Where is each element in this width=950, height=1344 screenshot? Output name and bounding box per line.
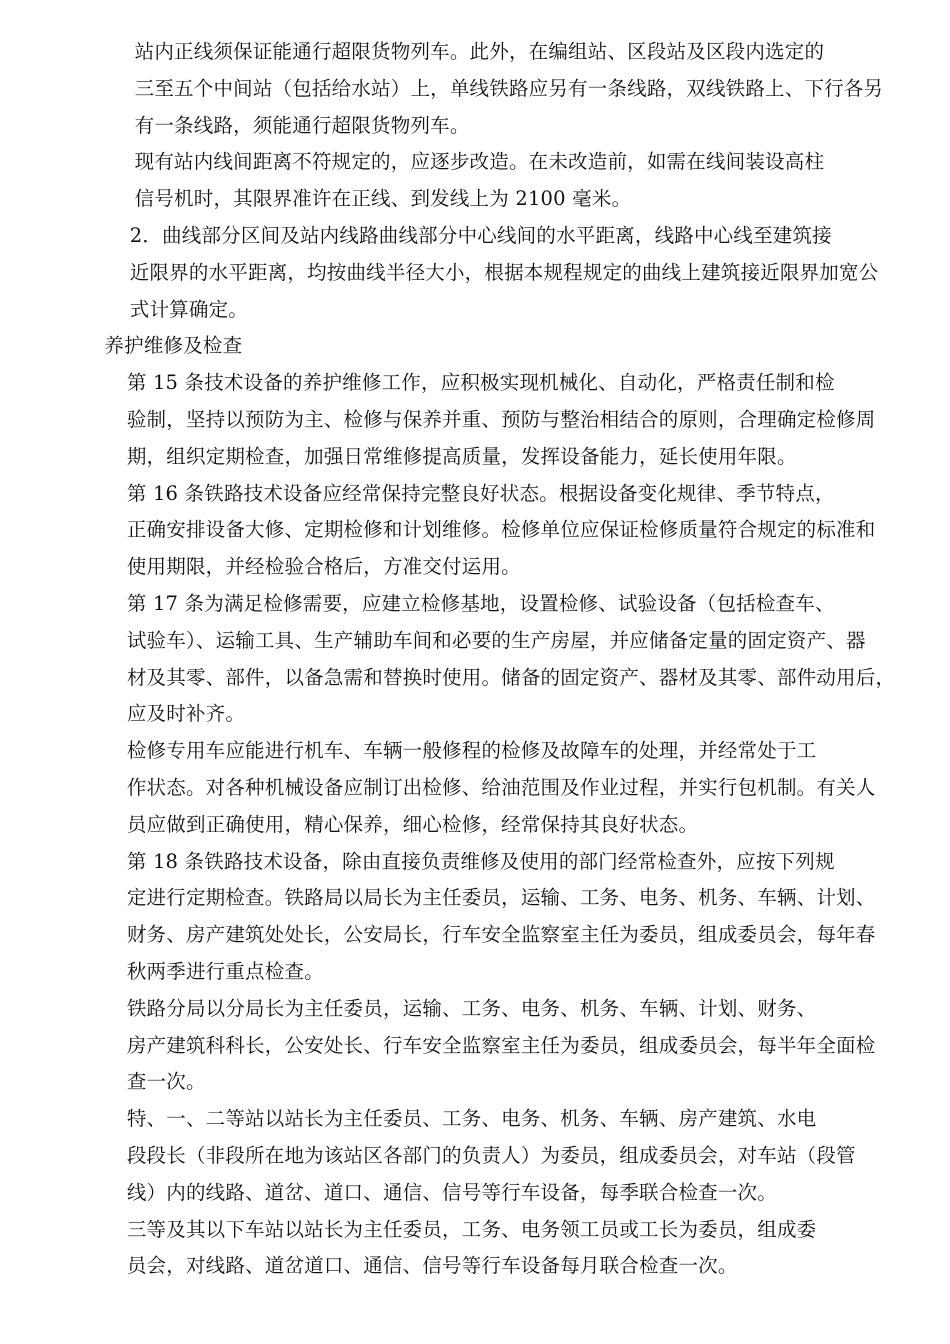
document-body <box>82 34 896 1285</box>
text-line: 线）内的线路、道岔、道口、通信、信号等行车设备，每季联合检查一次。 <box>126 1180 777 1204</box>
text-line: 第 15 条技术设备的养护维修工作，应积极实现机械化、自动化，严格责任制和检 <box>126 371 835 395</box>
paragraph-sub-bureau <box>82 991 876 1101</box>
text-line: 第 17 条为满足检修需要，应建立检修基地，设置检修、试验设备（包括检查车、 <box>126 591 835 615</box>
text-line: 房产建筑科科长，公安处长、行车安全监察室主任为委员，组成委员会，每半年全面检 <box>126 1033 876 1057</box>
text-line: 现有站内线间距离不符规定的，应逐步改造。在未改造前，如需在线间装设高柱 <box>134 150 825 174</box>
text-line: 站内正线须保证能通行超限货物列车。此外，在编组站、区段站及区段内选定的 <box>134 40 825 63</box>
text-line: 员应做到正确使用，精心保养，细心检修，经常保持其良好状态。 <box>126 812 699 836</box>
text-line: 作状态。对各种机械设备应制订出检修、给油范围及作业过程，并实行包机制。有关人 <box>126 775 876 799</box>
text-line: 三至五个中间站（包括给水站）上，单线铁路应另有一条线路，双线铁路上、下行各另 <box>134 76 884 100</box>
text-line: 查一次。 <box>126 1070 206 1094</box>
paragraph-article-18 <box>82 844 876 991</box>
text-line: 有一条线路，须能通行超限货物列车。 <box>134 113 470 137</box>
text-line: 材及其零、部件，以备急需和替换时使用。储备的固定资产、器材及其零、部件动用后， <box>126 665 896 689</box>
text-line: 验制，坚持以预防为主、检修与保养并重、预防与整治相结合的原则，合理确定检修周 <box>126 407 876 431</box>
paragraph-article-17 <box>82 586 896 733</box>
text-line: 财务、房产建筑处处长，公安局长，行车安全监察室主任为委员，组成委员会，每年春 <box>126 923 876 947</box>
text-line: 2．曲线部分区间及站内线路曲线部分中心线间的水平距离，线路中心线至建筑接 <box>129 223 832 247</box>
text-line: 使用期限，并经检验合格后，方准交付运用。 <box>126 555 521 579</box>
text-line: 第 18 条铁路技术设备，除由直接负责维修及使用的部门经常检查外，应按下列规 <box>126 849 835 873</box>
text-line: 正确安排设备大修、定期检修和计划维修。检修单位应保证检修质量符合规定的标准和 <box>126 518 876 542</box>
text-line: 第 16 条铁路技术设备应经常保持完整良好状态。根据设备变化规律、季节特点， <box>126 481 835 505</box>
paragraph-1 <box>82 34 884 144</box>
text-line: 定进行定期检查。铁路局以局长为主任委员，运输、工务、电务、机务、车辆、计划、 <box>126 886 876 910</box>
paragraph-3 <box>82 218 879 328</box>
text-line: 秋两季进行重点检查。 <box>126 959 324 983</box>
text-line: 铁路分局以分局长为主任委员，运输、工务、电务、机务、车辆、计划、财务、 <box>126 996 817 1020</box>
paragraph-article-16 <box>82 476 876 586</box>
text-line: 检修专用车应能进行机车、车辆一般修程的检修及故障车的处理，并经常处于工 <box>126 739 817 763</box>
section-heading-text: 养护维修及检查 <box>104 334 243 358</box>
text-line: 试验车）、运输工具、生产辅助车间和必要的生产房屋，并应储备定量的固定资产、器 <box>126 628 866 652</box>
paragraph-special-stations <box>82 1101 872 1211</box>
text-line: 段段长（非段所在地为该站区各部门的负责人）为委员，组成委员会，对车站（段管 <box>126 1143 856 1167</box>
text-line: 应及时补齐。 <box>126 702 246 726</box>
text-line: 三等及其以下车站以站长为主任委员，工务、电务领工员或工长为委员，组成委 <box>126 1217 817 1241</box>
text-line: 特、一、二等站以站长为主任委员、工务、电务、机务、车辆、房产建筑、水电 <box>126 1107 817 1131</box>
paragraph-maintenance-vehicle <box>82 733 876 843</box>
paragraph-article-15 <box>82 365 876 475</box>
text-line: 近限界的水平距离，均按曲线半径大小，根据本规程规定的曲线上建筑接近限界加宽公 <box>129 260 879 284</box>
text-line: 期，组织定期检查，加强日常维修提高质量，发挥设备能力，延长使用年限。 <box>126 444 797 468</box>
text-line: 信号机时，其限界准许在正线、到发线上为 2100 毫米。 <box>134 187 632 211</box>
text-line: 式计算确定。 <box>129 297 248 321</box>
paragraph-2 <box>82 144 872 218</box>
text-line: 员会，对线路、道岔道口、通信、信号等行车设备每月联合检查一次。 <box>126 1254 738 1278</box>
section-heading <box>82 328 872 365</box>
paragraph-third-class-stations <box>82 1212 872 1286</box>
